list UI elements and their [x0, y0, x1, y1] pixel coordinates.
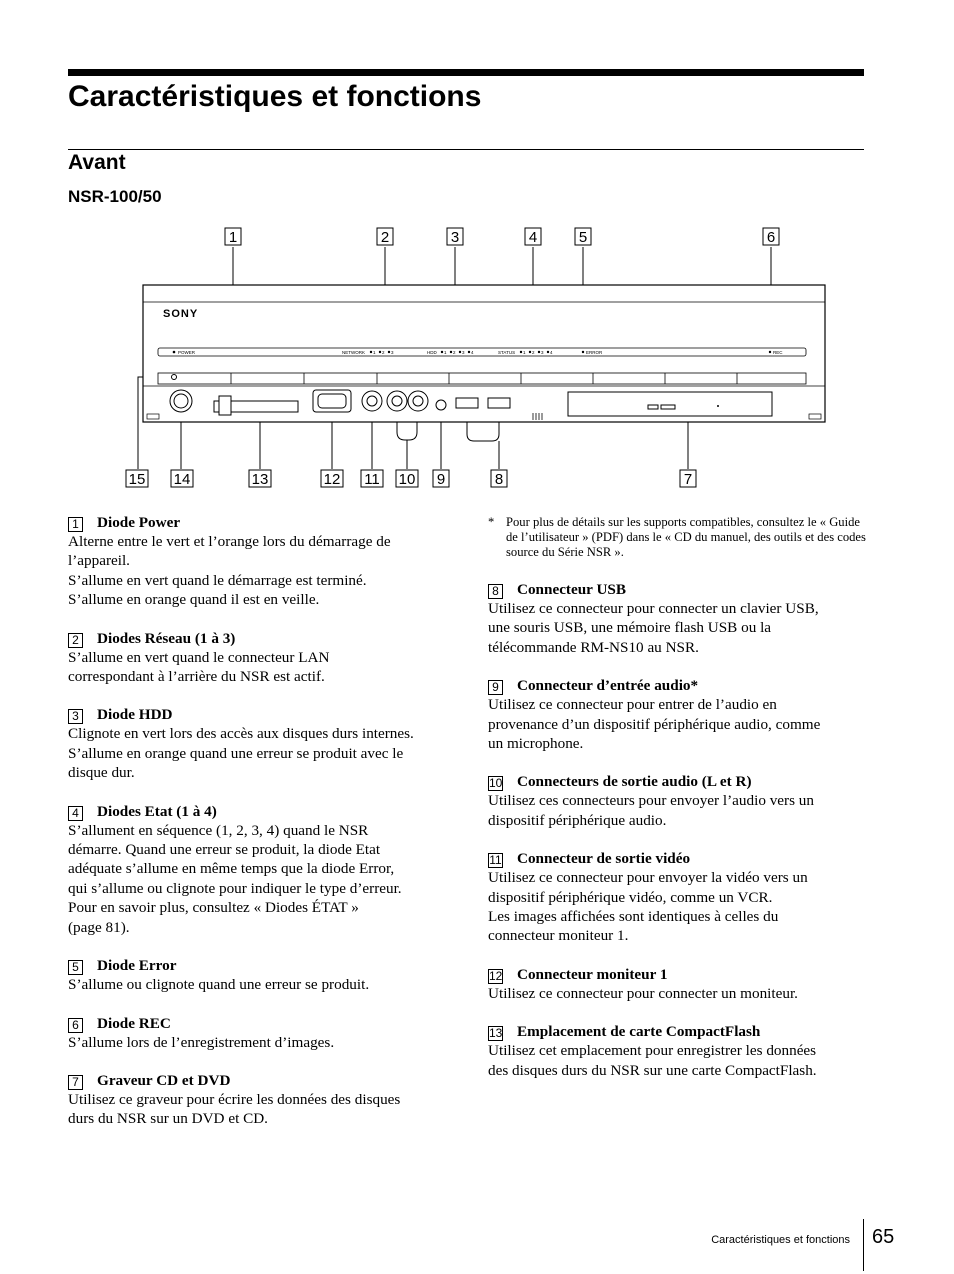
item-heading — [68, 1014, 450, 1033]
callout-8: 8 — [494, 471, 504, 488]
network-led — [388, 351, 390, 353]
status-led — [529, 351, 531, 353]
item-title: Connecteur USB — [517, 581, 626, 598]
led-num-status-3: 3 — [541, 350, 544, 355]
usb-connector-2 — [488, 398, 510, 408]
item-description: Clignote en vert lors des accès aux disques durs internes. S’allume en orange quand une erreur se produit avec le disque dur. — [68, 725, 414, 782]
item-title: Connecteur moniteur 1 — [517, 965, 668, 983]
item-heading — [488, 965, 870, 984]
item-number: 3 — [68, 709, 83, 724]
cd-dvd-drive — [568, 392, 772, 416]
item-description: Utilisez ces connecteurs pour envoyer l’audio vers un dispositif périphérique audio. — [488, 792, 814, 829]
item-heading — [68, 1071, 450, 1090]
led-num-hdd-2: 2 — [453, 350, 456, 355]
hdd-led — [468, 351, 470, 353]
power-led-indicator — [172, 375, 177, 380]
network-led — [370, 351, 372, 353]
drive-led — [717, 405, 719, 407]
section-heading: Avant — [68, 151, 126, 174]
item-number: 6 — [68, 1018, 83, 1033]
footnote-mark: * — [488, 515, 495, 529]
item-heading — [68, 956, 450, 975]
item-title: Diodes Réseau (1 à 3) — [97, 629, 236, 647]
item-description: Utilisez ce connecteur pour entrer de l’audio en provenance d’un dispositif périphérique audio, comme un microphone. — [488, 696, 821, 753]
title-rule — [68, 69, 864, 76]
status-led — [520, 351, 522, 353]
rec-led — [769, 351, 771, 353]
status-led — [538, 351, 540, 353]
section-rule — [68, 149, 864, 150]
item-title: Emplacement de carte CompactFlash — [517, 1023, 761, 1041]
led-label-rec: REC — [773, 350, 783, 355]
item-diodes-etat — [68, 802, 450, 937]
error-led — [582, 351, 584, 353]
item-heading — [68, 705, 450, 724]
item-title: Connecteur de sortie vidéo — [517, 850, 691, 868]
item-number: 5 — [68, 960, 83, 975]
callout-7: 7 — [683, 471, 693, 488]
led-label-power: POWER — [178, 350, 196, 355]
item-title: Connecteurs de sortie audio (L et R) — [517, 773, 752, 791]
item-title: Connecteur d’entrée audio* — [517, 677, 699, 695]
left-column — [68, 513, 450, 1148]
item-heading — [488, 1022, 870, 1041]
model-heading: NSR-100/50 — [68, 187, 162, 206]
item-heading — [68, 629, 450, 648]
item-description: Utilisez ce connecteur pour connecter un moniteur. — [488, 984, 798, 1002]
footnote-text: Pour plus de détails sur les supports compatibles, consultez le « Guide de l’utilisateur » (PDF) dans le « CD du manuel, des outils et des codes source du Série NSR ». — [506, 515, 866, 559]
item-description: Utilisez ce connecteur pour connecter un clavier USB, une souris USB, une mémoire flash USB ou la télécommande RM-NS10 au NSR. — [488, 600, 819, 656]
callout-9: 9 — [436, 471, 446, 488]
led-num-network-3: 3 — [391, 350, 394, 355]
led-label-error: ERROR — [586, 350, 603, 355]
item-diode-error — [68, 956, 450, 994]
item-description: Utilisez ce connecteur pour envoyer la vidéo vers un dispositif périphérique vidéo, comme un VCR. Les images affichées sont identiques à celles du connecteur moniteur 1. — [488, 869, 808, 945]
item-heading — [488, 580, 870, 599]
led-num-hdd-3: 3 — [462, 350, 465, 355]
page-title: Caractéristiques et fonctions — [68, 80, 482, 113]
item-heading — [68, 513, 450, 532]
status-led — [547, 351, 549, 353]
drive-button — [648, 405, 658, 409]
footer-rule — [863, 1219, 864, 1271]
audio-out-l-jack — [392, 396, 402, 406]
item-description: S’allument en séquence (1, 2, 3, 4) quand le NSR démarre. Quand une erreur se produit, la diode Etat adéquate s’allume en même temps que la diode Error, qui s’allume ou clignote pour indiquer le type d’erreur. Pour en savoir plus, consultez « Diodes ÉTAT » (page 81). — [68, 821, 402, 936]
hdd-led — [450, 351, 452, 353]
callout-14: 14 — [173, 471, 191, 488]
item-number: 8 — [488, 584, 503, 599]
led-label-status: STATUS — [498, 350, 516, 355]
item-graveur — [68, 1071, 450, 1129]
callout-2: 2 — [380, 229, 390, 246]
item-compactflash — [488, 1022, 870, 1080]
hdd-led — [459, 351, 461, 353]
callout-15: 15 — [128, 471, 146, 488]
led-num-status-4: 4 — [550, 350, 553, 355]
item-connecteur-usb — [488, 580, 870, 657]
callout-6: 6 — [766, 229, 776, 246]
item-title: Diode Power — [97, 514, 181, 531]
item-description: S’allume lors de l’enregistrement d’images. — [68, 1033, 335, 1051]
item-description: S’allume ou clignote quand une erreur se produit. — [68, 976, 370, 994]
callout-11: 11 — [364, 471, 380, 488]
audio-out-r-jack — [413, 396, 423, 406]
item-title: Diode REC — [97, 1014, 171, 1032]
item-number: 1 — [68, 517, 83, 532]
item-title: Diodes Etat (1 à 4) — [97, 802, 217, 820]
item-description: Utilisez ce graveur pour écrire les données des disques durs du NSR sur un DVD et CD. — [68, 1090, 401, 1128]
footnote — [488, 515, 870, 560]
item-diode-power — [68, 513, 450, 610]
item-description: S’allume en vert quand le connecteur LAN correspondant à l’arrière du NSR est actif. — [68, 648, 330, 686]
item-diodes-reseau — [68, 629, 450, 687]
item-number: 10 — [489, 776, 503, 791]
item-description: Utilisez cet emplacement pour enregistrer les données des disques durs du NSR sur une carte CompactFlash. — [488, 1042, 817, 1079]
item-number: 13 — [489, 1026, 503, 1041]
item-heading — [488, 676, 870, 695]
item-title: Diode Error — [97, 957, 177, 975]
item-diode-rec — [68, 1014, 450, 1052]
compactflash-eject — [219, 396, 231, 415]
led-num-status-2: 2 — [532, 350, 535, 355]
led-num-network-2: 2 — [382, 350, 385, 355]
led-num-hdd-4: 4 — [471, 350, 474, 355]
callout-1: 1 — [228, 229, 238, 246]
item-number: 4 — [68, 806, 83, 821]
item-number: 12 — [489, 968, 503, 983]
item-number: 7 — [68, 1075, 83, 1090]
item-description: Alterne entre le vert et l’orange lors du démarrage de l’appareil. S’allume en vert quand le démarrage est terminé. S’allume en orange quand il est en veille. — [68, 533, 391, 609]
item-audio-out — [488, 772, 870, 830]
led-num-network-1: 1 — [373, 350, 376, 355]
audio-in-connector — [436, 400, 446, 410]
item-video-out — [488, 849, 870, 946]
item-title: Graveur CD et DVD — [97, 1071, 231, 1089]
brand-logo: SONY — [163, 308, 199, 320]
item-number: 11 — [489, 853, 502, 868]
callout-4: 4 — [528, 229, 538, 246]
page-number: 65 — [872, 1226, 895, 1248]
power-button-inner — [174, 394, 188, 408]
item-heading — [68, 802, 450, 821]
video-out-jack — [367, 396, 377, 406]
callout-13: 13 — [251, 471, 269, 488]
item-diode-hdd — [68, 705, 450, 782]
item-number: 2 — [68, 633, 83, 648]
led-num-status-1: 1 — [523, 350, 526, 355]
callout-5: 5 — [578, 229, 588, 246]
item-moniteur — [488, 965, 870, 1003]
front-panel-diagram — [0, 220, 954, 500]
drive-indicator — [661, 405, 675, 409]
usb-connector-1 — [456, 398, 478, 408]
right-column — [488, 513, 870, 1099]
footer-label: Caractéristiques et fonctions — [711, 1234, 850, 1246]
item-heading — [488, 849, 870, 868]
callout-10: 10 — [398, 471, 416, 488]
item-number: 9 — [488, 680, 503, 695]
led-label-hdd: HDD — [427, 350, 437, 355]
monitor-connector-port — [318, 394, 346, 408]
callout-3: 3 — [450, 229, 460, 246]
item-title: Diode HDD — [97, 706, 173, 724]
item-audio-in — [488, 676, 870, 753]
led-num-hdd-1: 1 — [444, 350, 447, 355]
callout-12: 12 — [323, 471, 341, 488]
item-heading — [488, 772, 870, 791]
led-label-network: NETWORK — [342, 350, 365, 355]
hdd-led — [441, 351, 443, 353]
network-led — [379, 351, 381, 353]
power-led — [173, 351, 176, 354]
